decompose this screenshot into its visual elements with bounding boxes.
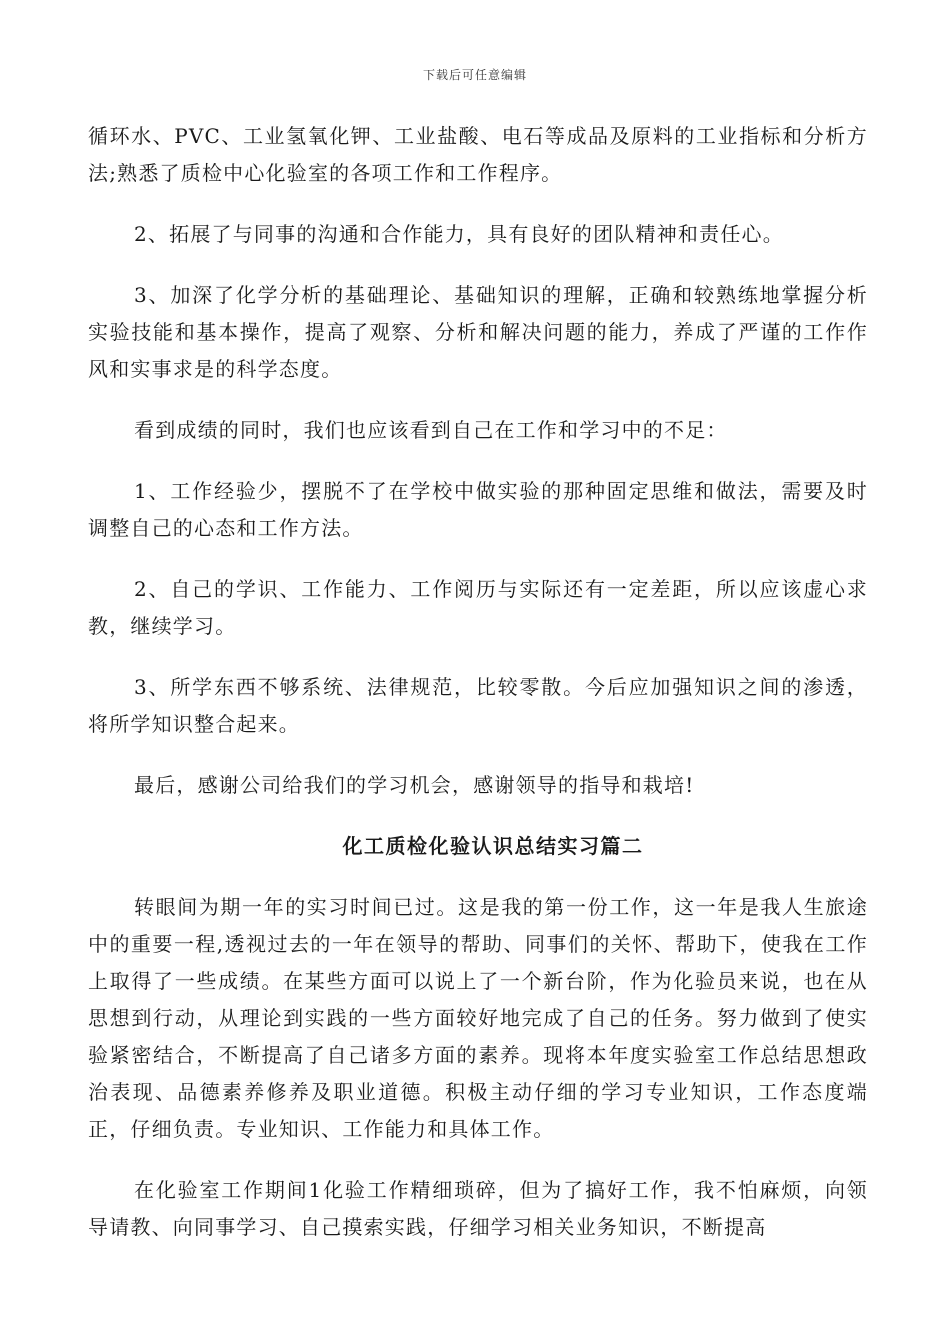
paragraph: 转眼间为期一年的实习时间已过。这是我的第一份工作，这一年是我人生旅途中的重要一程,透视过去的一年在领导的帮助、同事们的关怀、帮助下，使我在工作上取得了一些成绩。在某些方面可以说上了一个新台阶，作为化验员来说，也在从思想到行动，从理论到实践的一些方面较好地完成了自己的任务。努力做到了使实验紧密结合，不断提高了自己诸多方面的素养。现将本年度实验室工作总结思想政治表现、品德素养修养及职业道德。积极主动仔细的学习专业知识，工作态度端正，仔细负责。专业知识、工作能力和具体工作。 xyxy=(88,895,868,1141)
paragraph: 最后，感谢公司给我们的学习机会，感谢领导的指导和栽培! xyxy=(134,773,695,797)
paragraph: 3、所学东西不够系统、法律规范，比较零散。今后应加强知识之间的渗透，将所学知识整合起来。 xyxy=(88,675,868,736)
document-body xyxy=(88,118,868,1270)
section-title: 化工质检化验认识总结实习篇二 xyxy=(342,834,644,858)
paragraph: 2、自己的学识、工作能力、工作阅历与实际还有一定差距，所以应该虚心求教，继续学习。 xyxy=(88,577,868,638)
header-note: 下载后可任意编辑 xyxy=(422,68,527,82)
paragraph: 在化验室工作期间1化验工作精细琐碎，但为了搞好工作，我不怕麻烦，向领导请教、向同事学习、自己摸索实践，仔细学习相关业务知识，不断提高 xyxy=(88,1178,868,1239)
paragraph: 1、工作经验少，摆脱不了在学校中做实验的那种固定思维和做法，需要及时调整自己的心态和工作方法。 xyxy=(88,479,868,540)
paragraph: 看到成绩的同时，我们也应该看到自己在工作和学习中的不足： xyxy=(134,418,728,442)
paragraph: 循环水、PVC、工业氢氧化钾、工业盐酸、电石等成品及原料的工业指标和分析方法;熟悉了质检中心化验室的各项工作和工作程序。 xyxy=(88,124,868,185)
paragraph: 2、拓展了与同事的沟通和合作能力，具有良好的团队精神和责任心。 xyxy=(134,222,784,246)
paragraph: 3、加深了化学分析的基础理论、基础知识的理解，正确和较熟练地掌握分析实验技能和基本操作，提高了观察、分析和解决问题的能力，养成了严谨的工作作风和实事求是的科学态度。 xyxy=(88,283,868,381)
